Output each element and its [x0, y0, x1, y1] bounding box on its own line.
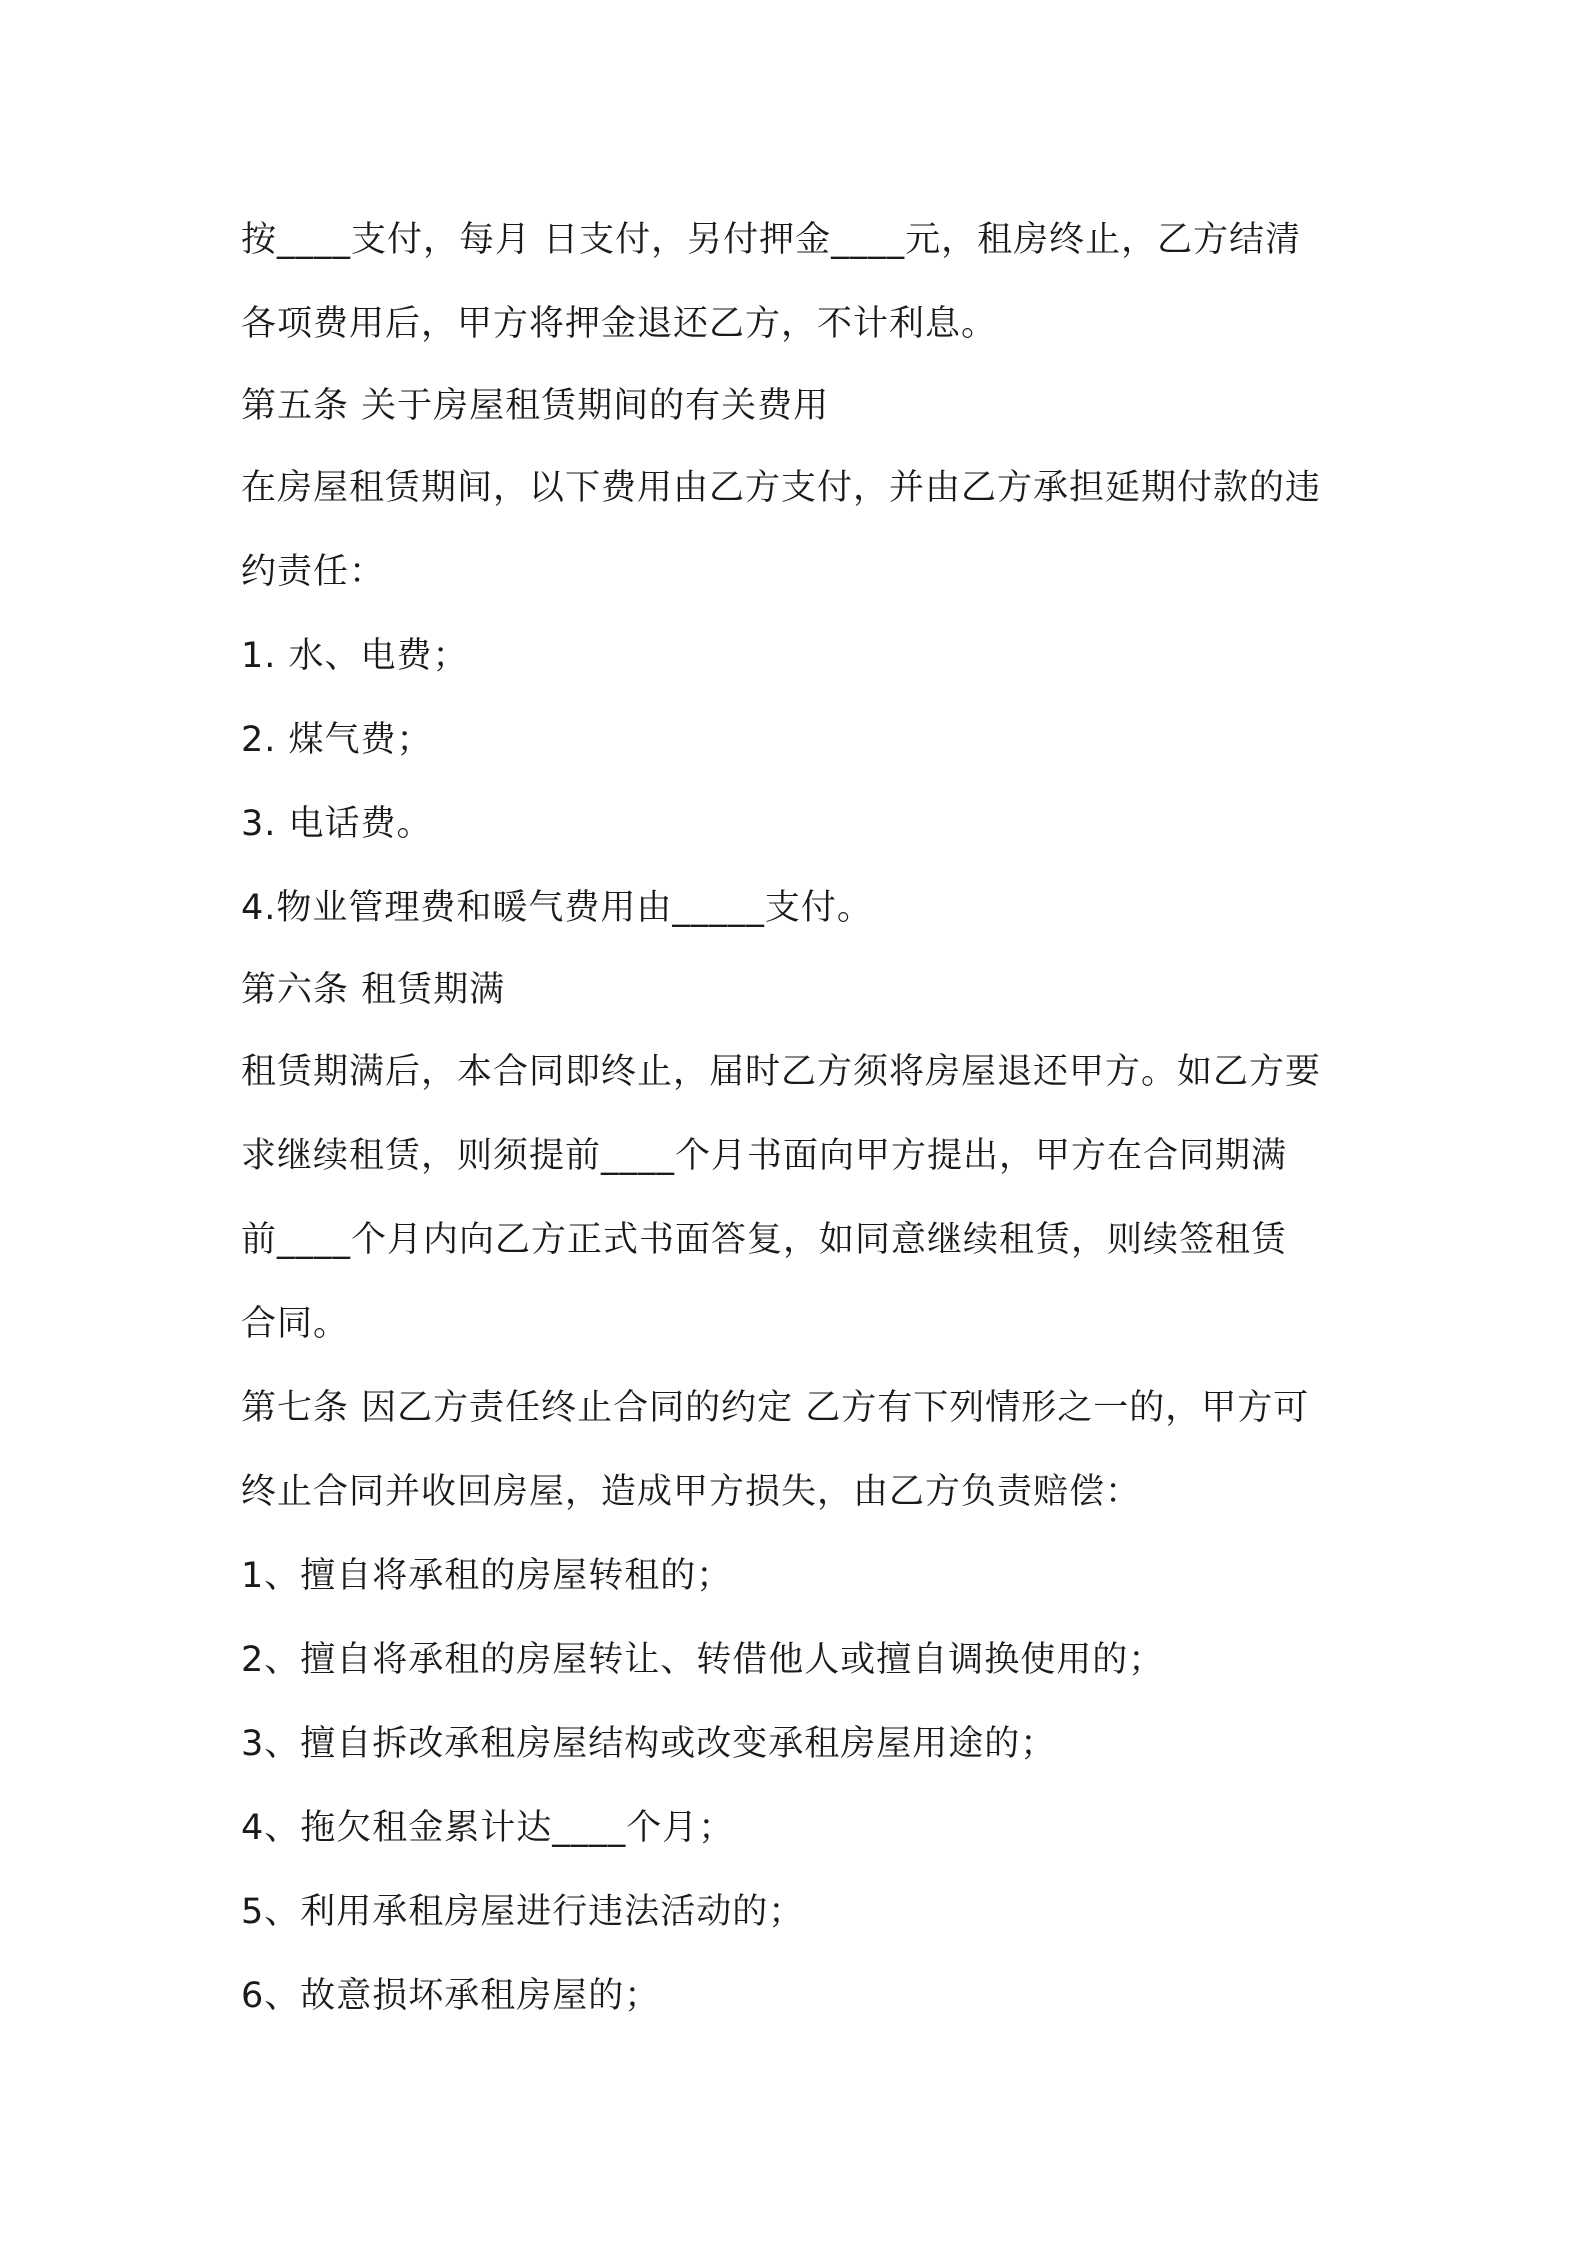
list-item: 2、擅自将承租的房屋转让、转借他人或擅自调换使用的；: [241, 1640, 1165, 1680]
list-item: 1. 水、电费；: [241, 636, 469, 676]
text-line: 前____个月内向乙方正式书面答复，如同意继续租赁，则续签租赁: [241, 1220, 1288, 1260]
list-item: 2. 煤气费；: [241, 720, 433, 760]
text-line: 租赁期满后，本合同即终止，届时乙方须将房屋退还甲方。如乙方要: [241, 1052, 1322, 1092]
text-line: 终止合同并收回房屋，造成甲方损失，由乙方负责赔偿：: [241, 1472, 1142, 1512]
list-item: 3. 电话费。: [241, 804, 433, 844]
text-line: 约责任：: [241, 552, 386, 592]
text-line: 求继续租赁，则须提前____个月书面向甲方提出，甲方在合同期满: [241, 1136, 1288, 1176]
list-item: 4、拖欠租金累计达____个月；: [241, 1808, 735, 1848]
list-item: 1、擅自将承租的房屋转租的；: [241, 1556, 733, 1596]
list-item: 3、擅自拆改承租房屋结构或改变承租房屋用途的；: [241, 1724, 1057, 1764]
list-item: 4.物业管理费和暖气费用由_____支付。: [241, 888, 873, 928]
section-heading: 第六条 租赁期满: [241, 970, 506, 1010]
text-line: 在房屋租赁期间，以下费用由乙方支付，并由乙方承担延期付款的违: [241, 468, 1322, 508]
list-item: 5、利用承租房屋进行违法活动的；: [241, 1892, 805, 1932]
section-heading: 第七条 因乙方责任终止合同的约定 乙方有下列情形之一的，甲方可: [241, 1388, 1310, 1428]
document-body: [241, 198, 1361, 2038]
section-heading: 第五条 关于房屋租赁期间的有关费用: [241, 386, 830, 426]
text-line: 各项费用后，甲方将押金退还乙方，不计利息。: [241, 304, 998, 344]
text-line: 合同。: [241, 1304, 350, 1344]
text-line: 按____支付，每月 日支付，另付押金____元，租房终止，乙方结清: [241, 220, 1302, 260]
list-item: 6、故意损坏承租房屋的；: [241, 1976, 661, 2016]
